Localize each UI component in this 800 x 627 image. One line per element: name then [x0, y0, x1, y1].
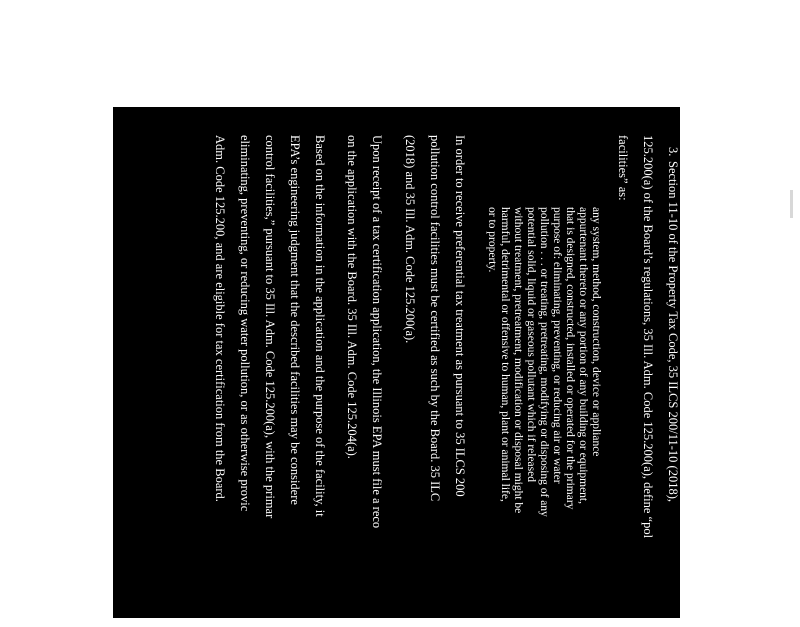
paragraph-line: Adm. Code 125.200, and are eligible for tax certification from the Board. — [213, 135, 227, 502]
document-body — [113, 97, 680, 627]
paragraph-line: 125.200(a) of the Board’s regulations, 35 Ill. Adm. Code 125.200(a), define “pol — [641, 135, 655, 539]
paragraph-line: In order to receive preferential tax treatment as pursuant to 35 ILCS 200 — [453, 135, 467, 497]
quote-line: appurtenant thereto or any portion of any building or equipment, — [577, 207, 589, 505]
paragraph-line: facilities” as: — [616, 135, 630, 201]
quote-line: without treatment, pretreatment, modification or disposal might be — [512, 207, 524, 514]
quote-line: any system, method, construction, device or appliance — [590, 207, 602, 457]
paragraph-line: control facilities,” pursuant to 35 Ill. Adm. Code 125.200(a), with the primar — [263, 135, 277, 519]
scan-edge-artifact — [790, 190, 793, 218]
paragraph-number: 6. — [313, 97, 327, 107]
paragraph-line: pollution control facilities must be certified as such by the Board. 35 ILC — [428, 135, 442, 502]
paragraph-line: EPA’s engineering judgment that the described facilities may be considere — [288, 135, 302, 505]
quote-line: harmful, detrimental or offensive to human, plant or animal life, — [499, 207, 511, 502]
quote-line: purpose of: eliminating, preventing, or reducing air or water — [551, 207, 563, 484]
paragraph-line: on the application with the Board. 35 Ill. Adm. Code 125.204(a). — [345, 135, 359, 459]
paragraph-line: Section 11-10 of the Property Tax Code, 35 ILCS 200/11-10 (2018), — [666, 161, 680, 502]
paragraph-line: Based on the information in the application and the purpose of the facility, it — [313, 135, 327, 517]
paragraph-line: Upon receipt of a tax certification application, the Illinois EPA must file a reco — [370, 135, 384, 529]
quote-line: potential solid, liquid or gaseous pollutant which if released — [525, 207, 537, 482]
quote-line: or to property. — [486, 207, 498, 273]
paragraph-number: 5. — [370, 97, 384, 107]
paragraph-line: eliminating, preventing, or reducing water pollution, or as otherwise provic — [238, 135, 252, 512]
paragraph-line: (2018) and 35 Ill. Adm. Code 125.200(a). — [403, 135, 417, 344]
scanned-page — [113, 97, 680, 618]
paragraph-number: 3. — [666, 147, 680, 157]
quote-line: pollution . . . or treating, pretreating, modifying or disposing of any — [538, 207, 550, 517]
quote-line: that is designed, constructed, installed or operated for the primary — [564, 207, 576, 510]
paragraph-number: 4. — [453, 97, 467, 107]
